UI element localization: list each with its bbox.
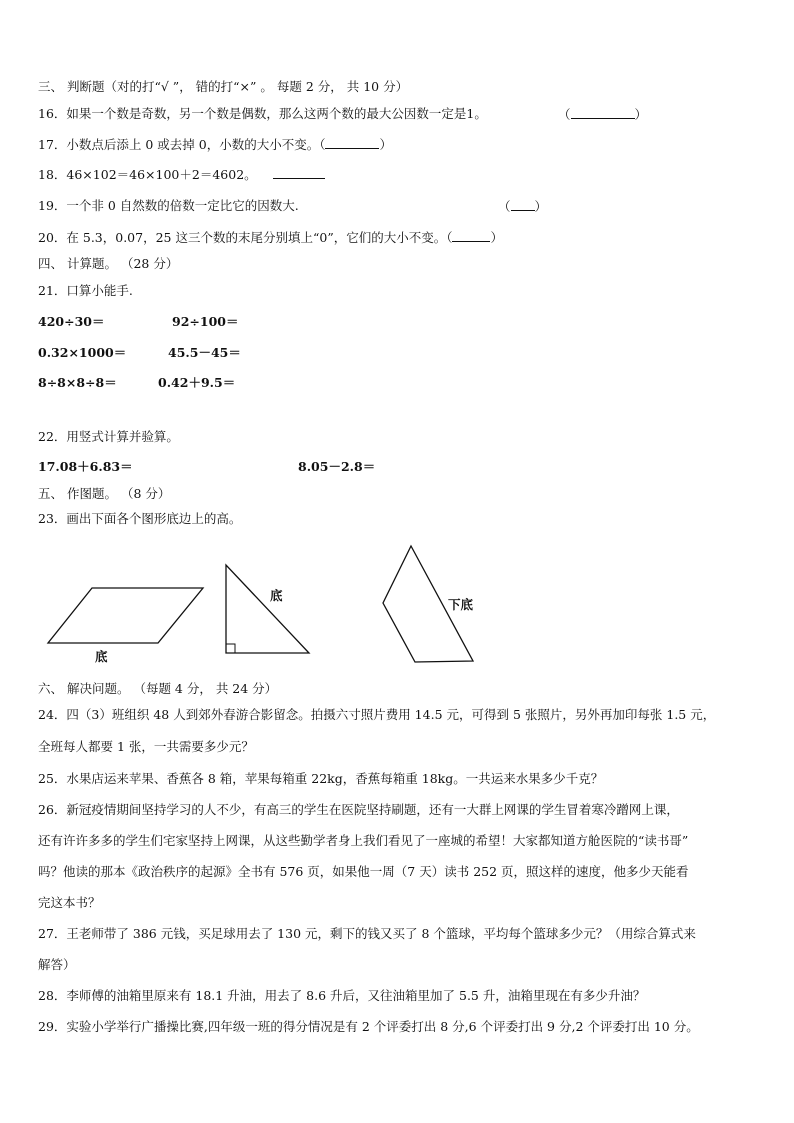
question-22-title: 22．用竖式计算并验算。: [38, 429, 179, 444]
question-24-line: 24．四（3）班组织 48 人到郊外春游合影留念。拍摄六寸照片费用 14.5 元，可得到 5 张照片，另外再加印每张 1.5 元，: [38, 707, 716, 722]
mental-math-item: 0.32×1000＝: [38, 345, 127, 360]
question-26-line: 完这本书？: [38, 895, 101, 910]
question-26-line: 还有许许多多的学生们宅家坚持上网课，从这些勤学者身上我们看见了一座城的希望！大家都知道方舱医院的“读书哥”: [38, 833, 689, 848]
section6-heading: 六、 解决问题。 （每题 4 分， 共 24 分）: [38, 681, 278, 696]
question-25-line: 25．水果店运来苹果、香蕉各 8 箱，苹果每箱重 22kg，香蕉每箱重 18kg。一共运来水果多少千克？: [38, 771, 604, 786]
vertical-calc-item: 17.08＋6.83＝: [38, 459, 133, 474]
question-17: 17．小数点后添上 0 或去掉 0，小数的大小不变。（ ）: [38, 137, 392, 152]
section3-heading: 三、 判断题（对的打“√ ”， 错的打“×” 。 每题 2 分， 共 10 分）: [38, 79, 409, 94]
question-19-text: 19．一个非 0 自然数的倍数一定比它的因数大.: [38, 198, 299, 213]
question-16-text: 16．如果一个数是奇数，另一个数是偶数，那么这两个数的最大公因数一定是1。: [38, 106, 487, 121]
question-26-line: 26．新冠疫情期间坚持学习的人不少，有高三的学生在医院坚持刷题，还有一大群上网课的学生冒着寒冷蹭网上课，: [38, 802, 679, 817]
mental-math-item: 45.5－45＝: [168, 345, 241, 360]
question-26-line: 吗？他读的那本《政治秩序的起源》全书有 576 页，如果他一周（7 天）读书 252 页，照这样的速度，他多少天能看: [38, 864, 689, 879]
question-24-line: 全班每人都要 1 张，一共需要多少元？: [38, 739, 254, 754]
question-17-text: 17．小数点后添上 0 或去掉 0，小数的大小不变。（: [38, 137, 326, 152]
right-triangle-shape: [226, 565, 309, 653]
mental-math-item: 0.42＋9.5＝: [158, 375, 236, 390]
question-16-answer[interactable]: （ ）: [558, 107, 648, 122]
triangle-base-label: 底: [270, 588, 283, 603]
question-29-line: 29．实验小学举行广播操比赛,四年级一班的得分情况是有 2 个评委打出 8 分,6 个评委打出 9 分,2 个评委打出 10 分。: [38, 1019, 699, 1034]
question-20-text: 20．在 5.3，0.07，25 这三个数的末尾分别填上“0”，它们的大小不变。（: [38, 230, 453, 245]
question-19-answer[interactable]: （ ）: [498, 199, 548, 214]
mental-math-item: 8÷8×8÷8＝: [38, 375, 117, 390]
question-23-title: 23．画出下面各个图形底边上的高。: [38, 511, 242, 526]
question-27-line: 27．王老师带了 386 元钱，买足球用去了 130 元，剩下的钱又买了 8 个篮球，平均每个篮球多少元？（用综合算式来: [38, 926, 696, 941]
section4-heading: 四、 计算题。 （28 分）: [38, 256, 179, 271]
question-21-title: 21．口算小能手.: [38, 283, 133, 298]
mental-math-item: 92÷100＝: [172, 314, 239, 329]
question-20: 20．在 5.3，0.07，25 这三个数的末尾分别填上“0”，它们的大小不变。（ ）: [38, 230, 503, 245]
question-28-line: 28．李师傅的油箱里原来有 18.1 升油，用去了 8.6 升后，又往油箱里加了 5.5 升，油箱里现在有多少升油？: [38, 988, 646, 1003]
quadrilateral-base-label: 下底: [448, 597, 474, 612]
mental-math-item: 420÷30＝: [38, 314, 105, 329]
question-18-text: 18．46×102＝46×100＋2＝4602。: [38, 167, 257, 182]
vertical-calc-item: 8.05－2.8＝: [298, 459, 376, 474]
parallelogram-shape: [48, 588, 203, 643]
right-angle-mark: [226, 644, 235, 653]
parallelogram-base-label: 底: [95, 649, 108, 664]
section5-heading: 五、 作图题。 （8 分）: [38, 486, 171, 501]
question-27-line: 解答）: [38, 957, 76, 972]
